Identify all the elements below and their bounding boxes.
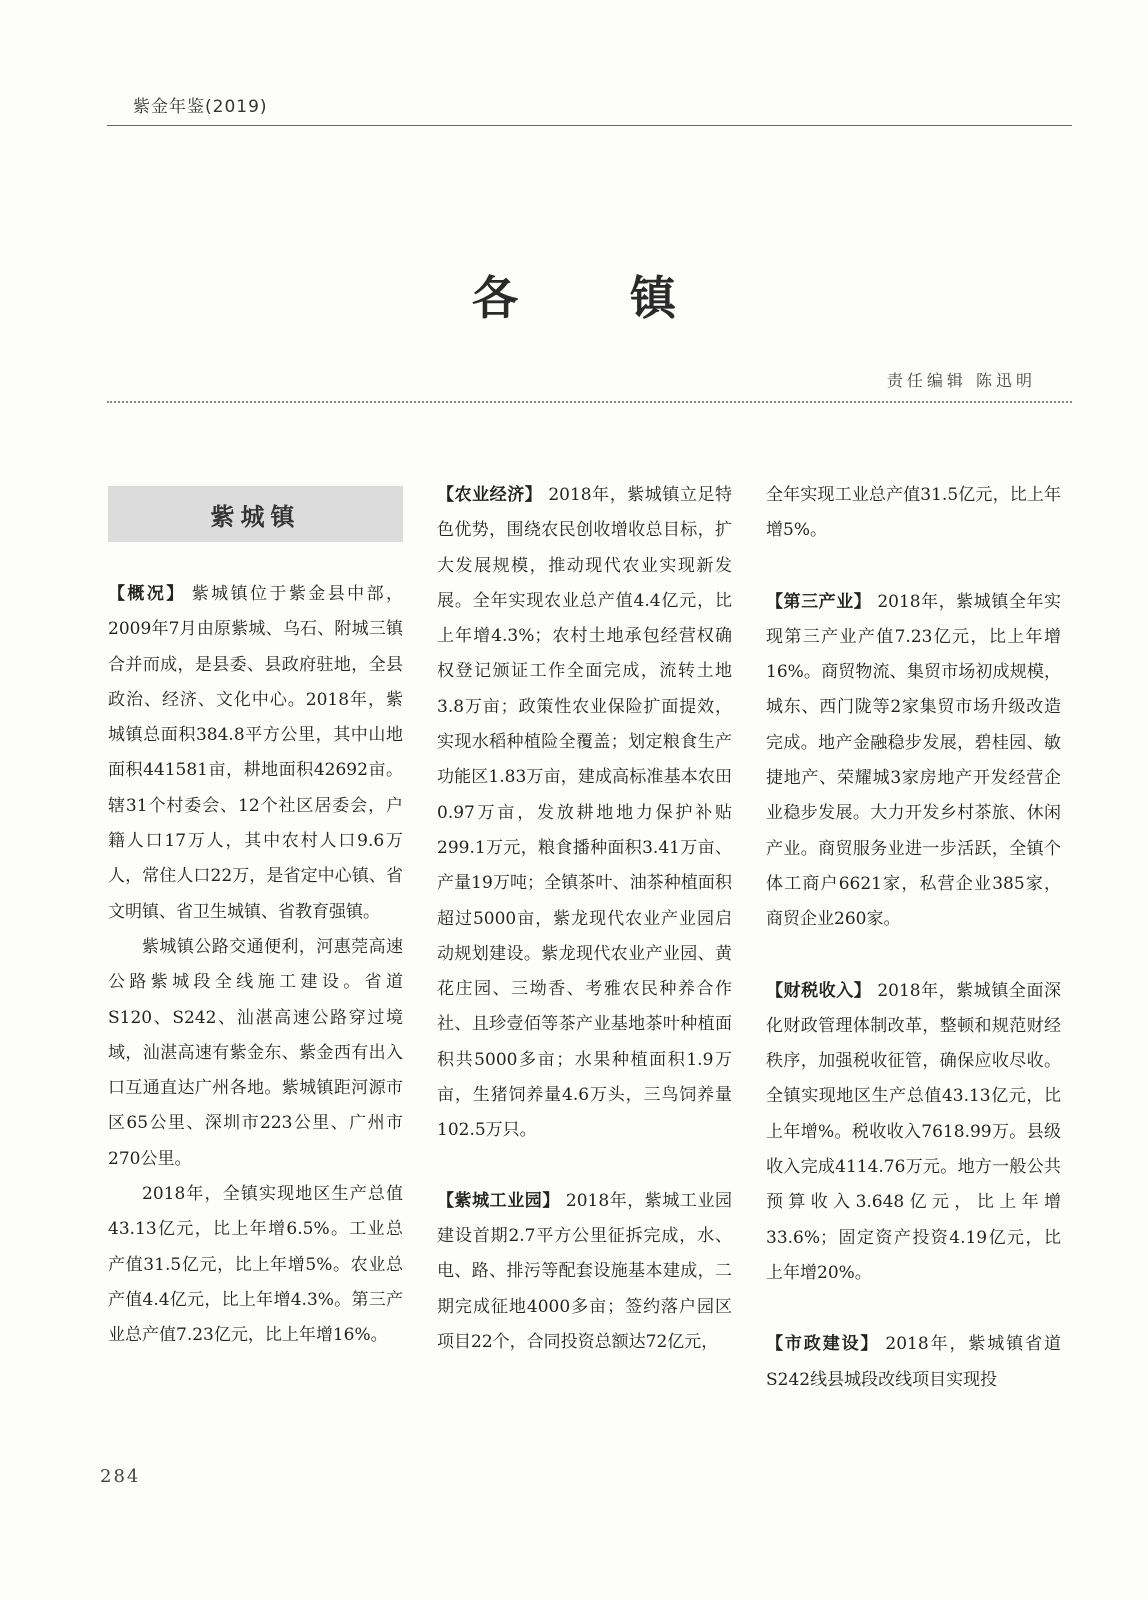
tertiary-paragraph — [766, 585, 1061, 938]
running-head: 紫金年鉴(2019) — [133, 97, 268, 117]
finance-heading: 【财税收入】 — [766, 980, 872, 1001]
column-1 — [108, 577, 403, 1354]
park-continuation: 全年实现工业总产值31.5亿元，比上年增5%。 — [766, 485, 1061, 541]
park-heading: 【紫城工业园】 — [437, 1190, 560, 1211]
municipal-heading: 【市政建设】 — [766, 1334, 880, 1355]
page-number: 284 — [100, 1466, 141, 1487]
town-name-banner: 紫城镇 — [108, 486, 403, 542]
editor-credit: 责任编辑 陈迅明 — [886, 371, 1036, 390]
overview-text: 紫城镇位于紫金县中部，2009年7月由原紫城、乌石、附城三镇合并而成，是县委、县政府驻地，全县政治、经济、文化中心。2018年，紫城镇总面积384.8平方公里，其中山地面积441581亩，耕地面积42692亩。辖31个村委会、12个社区居委会，户籍人口17万人，其中农村人口9.6万人，常住人口22万，是省定中心镇、省文明镇、省卫生城镇、省教育强镇。 — [108, 584, 404, 922]
column-2 — [437, 478, 732, 1360]
municipal-paragraph — [766, 1327, 1061, 1398]
section-title: 各镇 — [472, 271, 788, 325]
park-text: 2018年，紫城工业园建设首期2.7平方公里征拆完成，水、电、路、排污等配套设施基本建成，二期完成征地4000多亩；签约落户园区项目22个，合同投资总额达72亿元， — [437, 1190, 733, 1352]
overview-heading: 【概况】 — [108, 584, 186, 604]
tertiary-heading: 【第三产业】 — [766, 591, 872, 612]
tertiary-text: 2018年，紫城镇全年实现第三产业产值7.23亿元，比上年增16%。商贸物流、集贸市场初成规模，城东、西门陇等2家集贸市场升级改造完成。地产金融稳步发展，碧桂园、敏捷地产、荣耀城3家房地产开发经营企业稳步发展。大力开发乡村茶旅、休闲产业。商贸服务业进一步活跃，全镇个体工商户6621家，私营企业385家，商贸企业260家。 — [766, 591, 1062, 930]
agri-heading: 【农业经济】 — [437, 485, 543, 505]
finance-text: 2018年，紫城镇全面深化财政管理体制改革，整顿和规范财经秩序，加强税收征管，确保应收尽收。全镇实现地区生产总值43.13亿元，比上年增%。税收收入7618.99万。县级收入完成4114.76万元。地方一般公共预算收入3.648亿元，比上年增33.6%；固定资产投资4.19亿元，比上年增20%。 — [766, 980, 1062, 1283]
agri-text: 2018年，紫城镇立足特色优势，围绕农民创收增收总目标，扩大发展规模，推动现代农业实现新发展。全年实现农业总产值4.4亿元，比上年增4.3%；农村土地承包经营权确权登记颁证工作全面完成，流转土地3.8万亩；政策性农业保险扩面提效，实现水稻种植险全覆盖；划定粮食生产功能区1.83万亩，建成高标准基本农田0.97万亩，发放耕地地力保护补贴299.1万元，粮食播种面积3.41万亩、产量19万吨；全镇茶叶、油茶种植面积超过5000亩，紫龙现代农业产业园启动规划建设。紫龙现代农业产业园、黄花庄园、三坳香、考雅农民种养合作社、且珍壹佰等茶产业基地茶叶种植面积共5000多亩；水果种植面积1.9万亩，生猪饲养量4.6万头，三鸟饲养量102.5万只。 — [437, 485, 733, 1141]
traffic-paragraph: 紫城镇公路交通便利，河惠莞高速公路紫城段全线施工建设。省道S120、S242、汕湛高速公路穿过境域，汕湛高速有紫金东、紫金西有出入口互通直达广州各地。紫城镇距河源市区65公里、深圳市223公里、广州市270公里。 — [108, 936, 403, 1169]
municipal-text: 2018年，紫城镇省道S242线县城段改线项目实现投 — [766, 1334, 1062, 1390]
dotted-divider — [107, 401, 1072, 403]
header-rule — [107, 125, 1072, 126]
finance-paragraph — [766, 974, 1061, 1292]
economy-paragraph: 2018年，全镇实现地区生产总值43.13亿元，比上年增6.5%。工业总产值31.5亿元，比上年增5%。农业总产值4.4亿元，比上年增4.3%。第三产业总产值7.23亿元，比上年增16%。 — [108, 1184, 403, 1346]
park-paragraph — [437, 1184, 732, 1360]
column-3 — [766, 478, 1061, 1398]
agri-paragraph — [437, 478, 732, 1149]
overview-paragraph — [108, 577, 403, 930]
